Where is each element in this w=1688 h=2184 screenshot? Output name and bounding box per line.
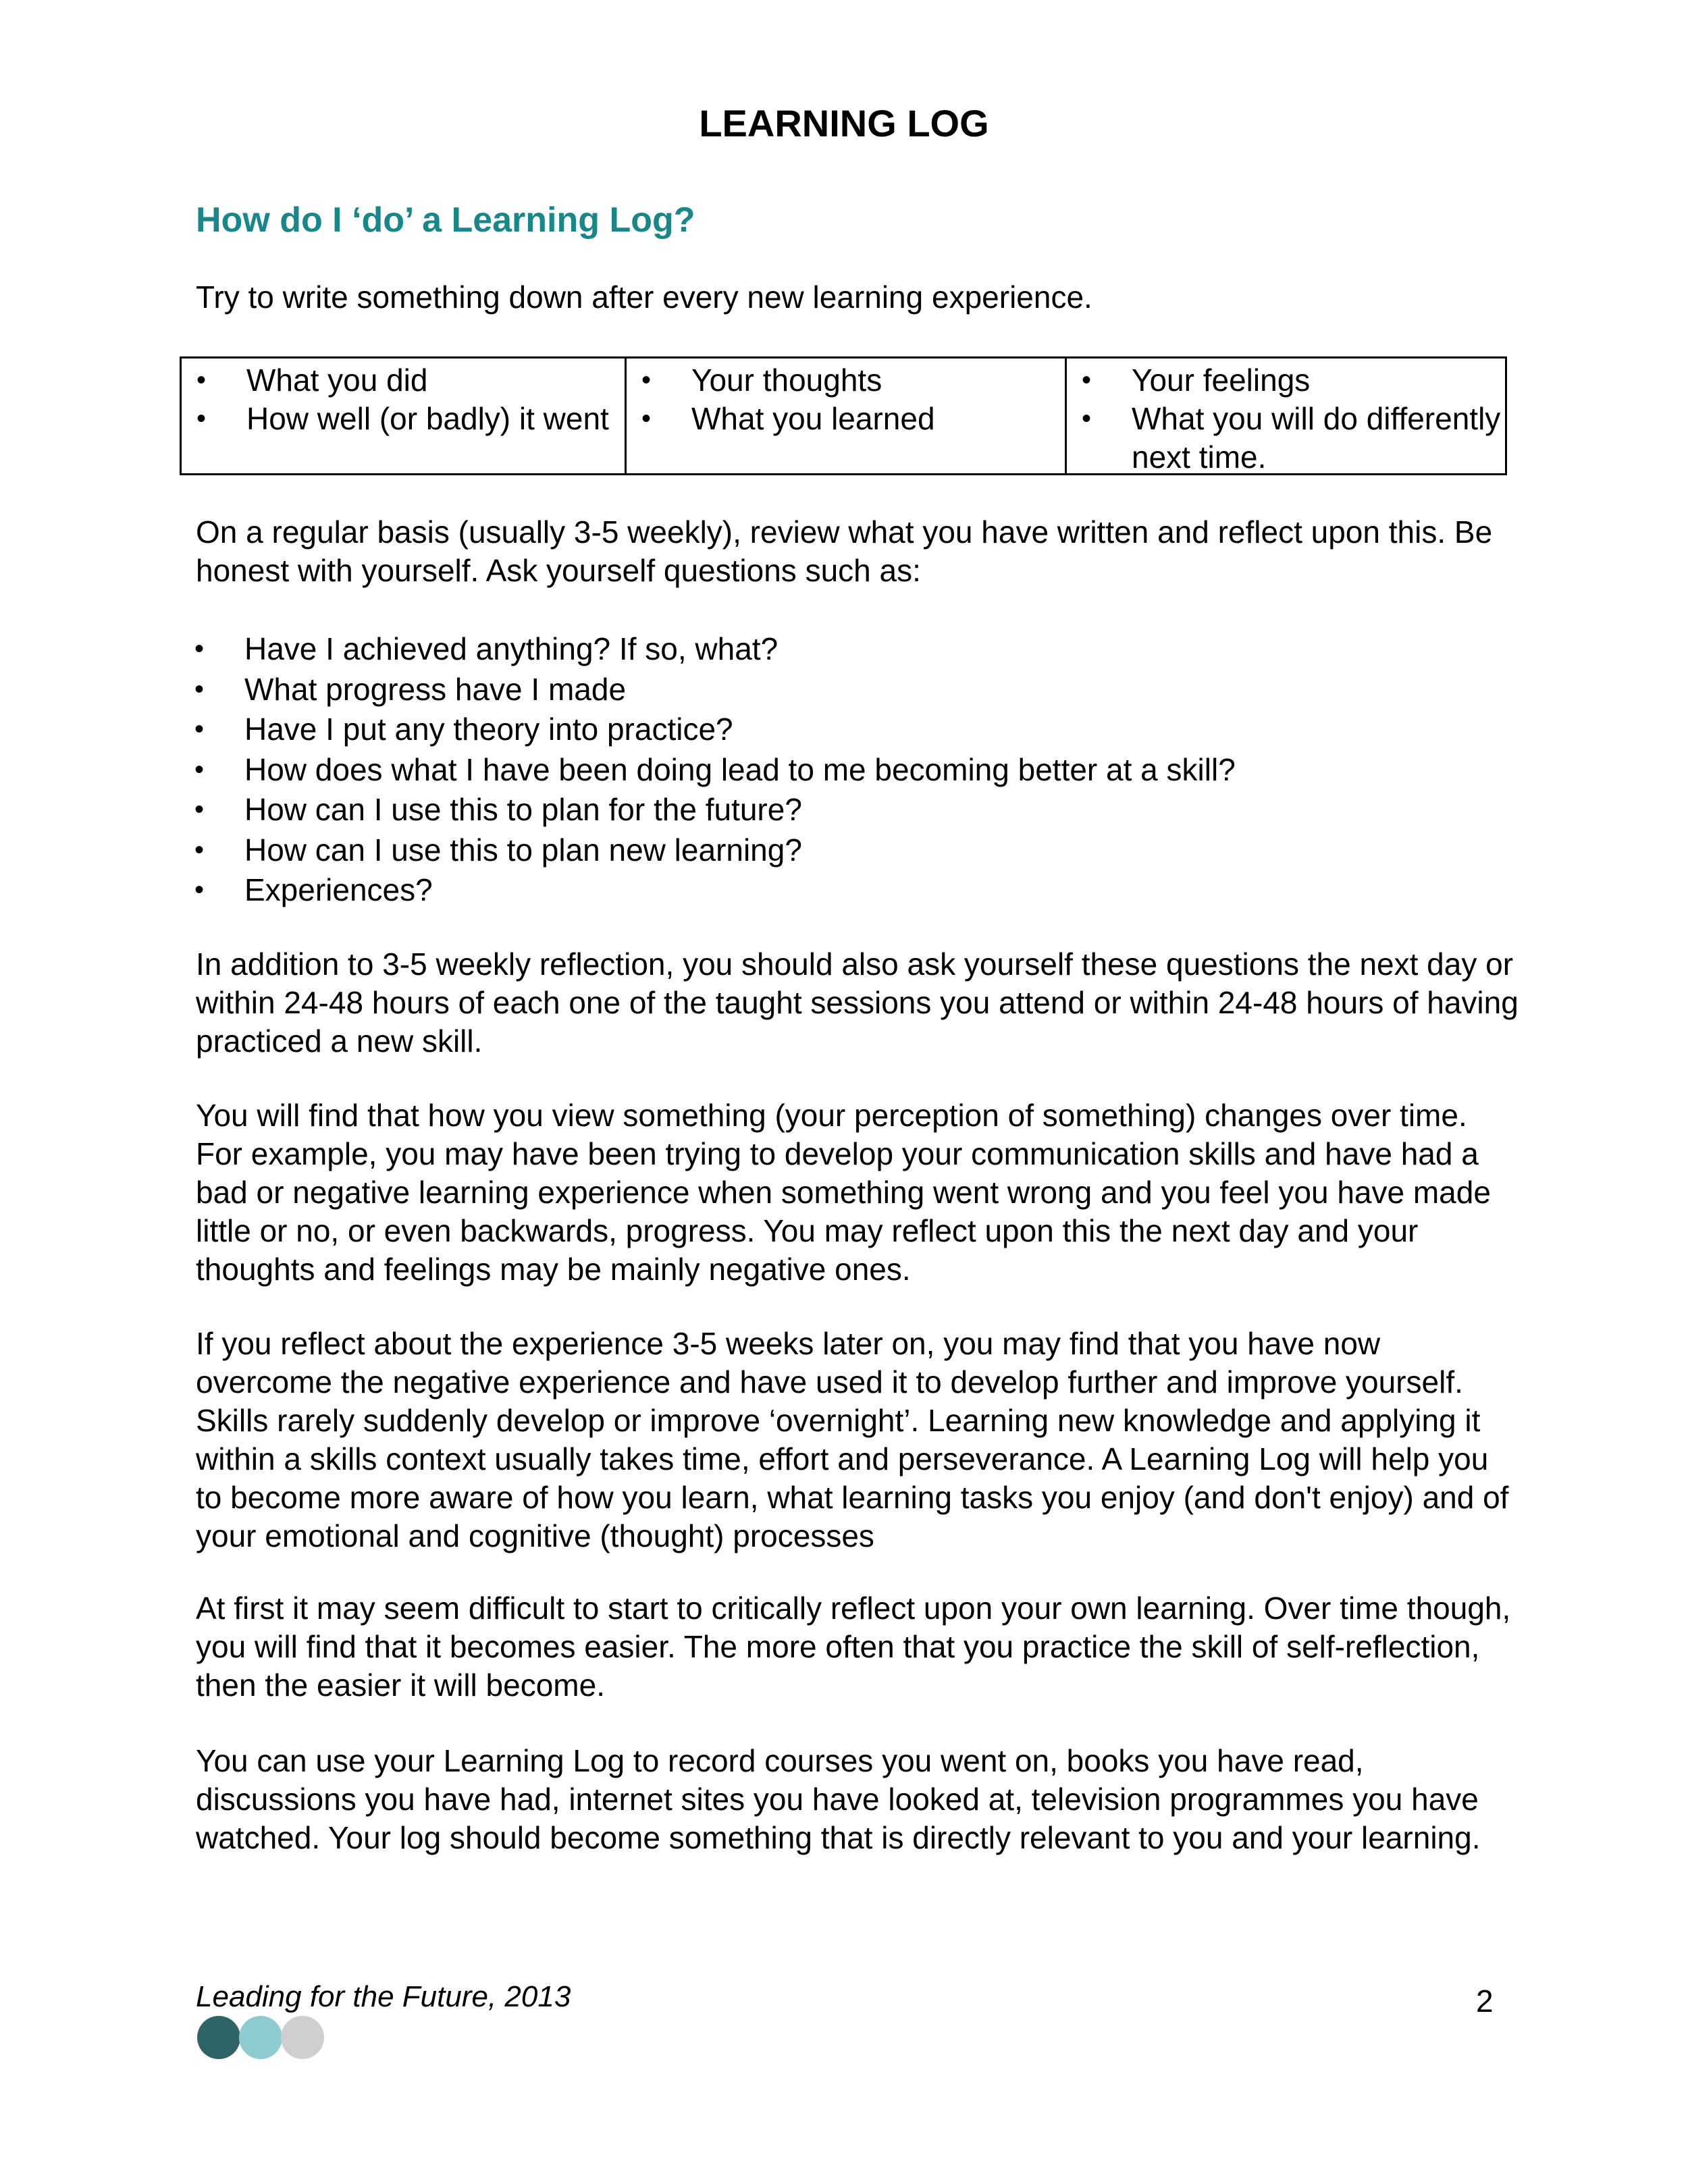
paragraph-text: In addition to 3-5 weekly reflection, you should also ask yourself these questions the next day or within 24-48 hours of each one of the taught sessions you attend or within 24-48 hours of having practiced a new skill. (196, 947, 1519, 1059)
paragraph-text: If you reflect about the experience 3-5 weeks later on, you may find that you have now overcome the negative experience and have used it to develop further and improve yourself. Skills rarely suddenly develop or improve ‘overnight’. Learning new knowledge and applying it within a skills context usually takes time, effort and perseverance. A Learning Log will help you to become more aware of how you learn, what learning tasks you enjoy (and don't enjoy) and of your emotional and cognitive (thought) processes (196, 1326, 1509, 1553)
question-item: • How does what I have been doing lead to me becoming better at a skill? (196, 750, 1519, 791)
question-item: • Experiences? (196, 870, 1519, 911)
intro-paragraph (196, 278, 1519, 317)
question-list (196, 629, 1519, 911)
table-column-thoughts (625, 358, 1065, 473)
table-cell-list (182, 361, 625, 438)
intro-text: Try to write something down after every new learning experience. (196, 279, 1092, 315)
table-column-actions (182, 358, 625, 473)
question-item: • What progress have I made (196, 670, 1519, 710)
paragraph-text: At first it may seem difficult to start to critically reflect upon your own learning. Over time though, you will find that it becomes easier. The more often that you practice the skill of self-reflection, then the easier it will become. (196, 1591, 1511, 1703)
table-cell-item: • How well (or badly) it went (182, 400, 625, 438)
question-item: • Have I achieved anything? If so, what? (196, 629, 1519, 670)
paragraph-getting-easier (196, 1589, 1519, 1705)
paragraph-uses (196, 1742, 1519, 1857)
table-cell-item: • What you will do differently next time. (1067, 400, 1505, 477)
logo-dot-dark-icon (197, 2016, 240, 2059)
review-text: On a regular basis (usually 3-5 weekly), review what you have written and reflect upon this. Be honest with yourself. Ask yourself questions such as: (196, 514, 1493, 588)
footer-logo-dots (197, 2016, 332, 2063)
paragraph-text: You can use your Learning Log to record courses you went on, books you have read, discussions you have had, internet sites you have looked at, television programmes you have watched. Your log should become something that is directly relevant to you and your learning. (196, 1743, 1481, 1855)
logo-dot-light-icon (239, 2016, 282, 2059)
section-heading: How do I ‘do’ a Learning Log? (196, 201, 695, 240)
table-cell-item: • What you did (182, 361, 625, 400)
question-item: • How can I use this to plan new learning? (196, 830, 1519, 871)
paragraph-reflection-timing (196, 945, 1519, 1061)
table-cell-item: • Your thoughts (627, 361, 1065, 400)
learning-log-table (180, 356, 1507, 475)
review-paragraph (196, 513, 1519, 590)
table-column-feelings (1065, 358, 1505, 473)
page-number: 2 (1476, 1983, 1494, 2019)
table-cell-item: • Your feelings (1067, 361, 1505, 400)
question-item: • Have I put any theory into practice? (196, 710, 1519, 750)
paragraph-text: You will find that how you view something (your perception of something) changes over time. For example, you may have been trying to develop your communication skills and have had a bad or negative learning experience when something went wrong and you feel you have made little or no, or even backwards, progress. You may reflect upon this the next day and your thoughts and feelings may be mainly negative ones. (196, 1098, 1491, 1287)
question-item: • How can I use this to plan for the future? (196, 790, 1519, 830)
table-cell-list (627, 361, 1065, 438)
footer-text: Leading for the Future, 2013 (196, 1980, 571, 2013)
paragraph-perception (196, 1096, 1519, 1289)
table-cell-item: • What you learned (627, 400, 1065, 438)
paragraph-later-reflection (196, 1325, 1519, 1555)
logo-dot-grey-icon (281, 2016, 324, 2059)
document-title: LEARNING LOG (699, 102, 989, 144)
table-cell-list (1067, 361, 1505, 477)
